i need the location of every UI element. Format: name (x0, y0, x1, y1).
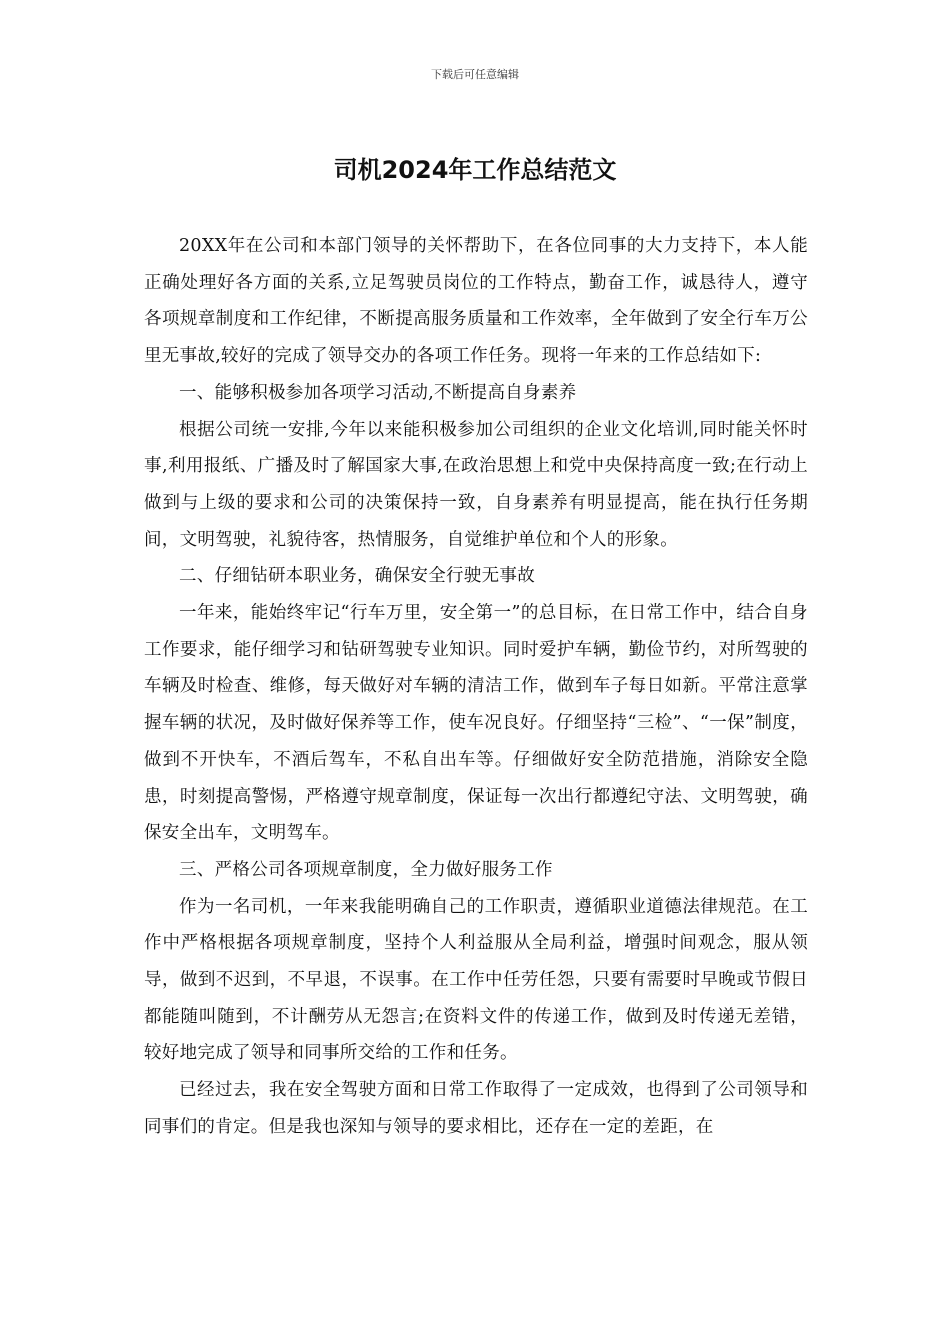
section-heading-1: 一、能够积极参加各项学习活动,不断提高自身素养 (179, 382, 577, 403)
section-paragraph-2: 一年来，能始终牢记“行车万里，安全第一”的总目标，在日常工作中，结合自身工作要求，能仔细学习和钻研驾驶专业知识。同时爱护车辆，勤俭节约，对所驾驶的车辆及时检查、维修，每天做好对车辆的清洁工作，做到车子每日如新。平常注意掌握车辆的状况，及时做好保养等工作，使车况良好。仔细坚持“三检”、“一保”制度，做到不开快车，不酒后驾车，不私自出车等。仔细做好安全防范措施，消除安全隐患，时刻提高警惕，严格遵守规章制度，保证每一次出行都遵纪守法、文明驾驶，确保安全出车，文明驾车。 (144, 603, 808, 844)
closing-paragraph: 已经过去，我在安全驾驶方面和日常工作取得了一定成效，也得到了公司领导和同事们的肯定。但是我也深知与领导的要求相比，还存在一定的差距，在 (144, 1080, 808, 1137)
section-heading-2: 二、仔细钻研本职业务，确保安全行驶无事故 (179, 566, 535, 587)
header-note: 下载后可任意编辑 (431, 68, 519, 81)
section-paragraph-3: 作为一名司机，一年来我能明确自己的工作职责，遵循职业道德法律规范。在工作中严格根据各项规章制度，坚持个人利益服从全局利益，增强时间观念，服从领导，做到不迟到，不早退，不误事。在工作中任劳任怨，只要有需要时早晚或节假日都能随叫随到，不计酬劳从无怨言;在资料文件的传递工作，做到及时传递无差错，较好地完成了领导和同事所交给的工作和任务。 (144, 896, 808, 1064)
document-body (144, 228, 808, 1146)
section-heading-3: 三、严格公司各项规章制度，全力做好服务工作 (179, 859, 553, 880)
document-title: 司机2024年工作总结范文 (333, 156, 617, 184)
section-paragraph-1: 根据公司统一安排,今年以来能积极参加公司组织的企业文化培训,同时能关怀时事,利用报纸、广播及时了解国家大事,在政治思想上和党中央保持高度一致;在行动上做到与上级的要求和公司的决策保持一致，自身素养有明显提高，能在执行任务期间，文明驾驶，礼貌待客，热情服务，自觉维护单位和个人的形象。 (144, 419, 808, 550)
intro-paragraph: 20XX年在公司和本部门领导的关怀帮助下，在各位同事的大力支持下，本人能正确处理好各方面的关系,立足驾驶员岗位的工作特点，勤奋工作，诚恳待人，遵守各项规章制度和工作纪律，不断提高服务质量和工作效率，全年做到了安全行车万公里无事故,较好的完成了领导交办的各项工作任务。现将一年来的工作总结如下: (144, 236, 808, 367)
